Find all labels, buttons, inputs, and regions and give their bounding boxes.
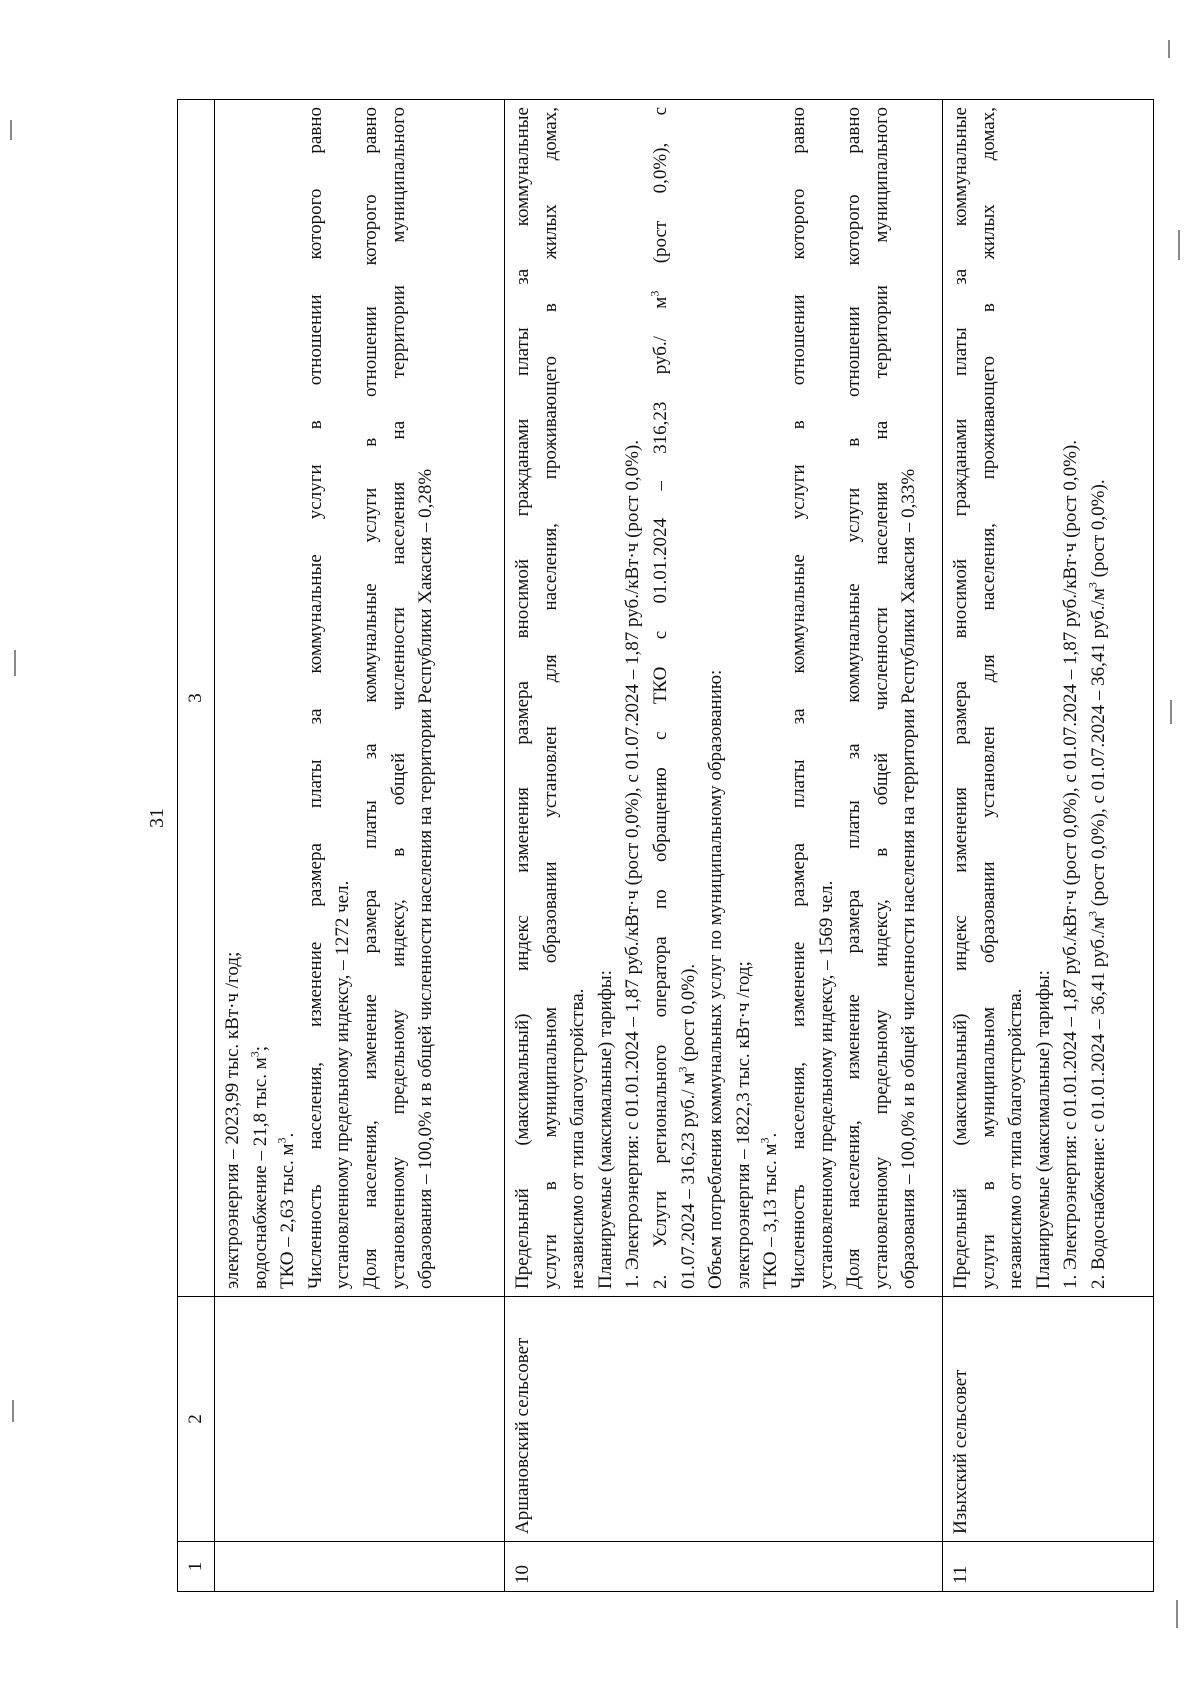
text-line: ТКО – 3,13 тыс. $м^3$. — [758, 1132, 782, 1289]
table-header-row — [178, 100, 215, 1592]
text-line: образования – 100,0% и в общей численности населения на территории Республики Хакасия – 0,28% — [415, 468, 437, 1289]
text-line: услуги в муниципальном образовании установлен для населения, проживающего в жилых домах, — [977, 107, 999, 1289]
text-line: водоснабжение – 21,8 тыс. $м^3$; — [247, 1045, 271, 1289]
text-line: Предельный (максимальный) индекс изменения размера вносимой гражданами платы за коммунальные — [950, 107, 971, 1289]
text-line: независимо от типа благоустройства. — [567, 988, 589, 1289]
text-line: Планируемые (максимальные) тарифы: — [594, 970, 616, 1289]
scan-speck — [14, 650, 16, 676]
row-number-cell: 10 — [505, 1542, 943, 1592]
scan-speck — [1170, 700, 1172, 724]
tariff-table — [177, 99, 1154, 1592]
text-line: Доля населения, изменение размера платы за коммунальные услуги в отношении которого равно — [843, 107, 865, 1289]
header-col-3: 3 — [178, 100, 215, 1297]
text-line: 2. Услуги регионального оператора по обращению с ТКО с 01.01.2024 – 316,23 руб./ $м^3$ (рост 0,0%), с — [647, 106, 671, 1289]
page-number: 31 — [146, 808, 168, 828]
rotated-table-container — [177, 99, 1154, 1592]
text-line: электроэнергия – 2023,99 тыс. кВт·ч /год; — [222, 951, 243, 1289]
scan-speck — [12, 1400, 14, 1422]
text-line: независимо от типа благоустройства. — [1005, 988, 1027, 1289]
description-cell — [943, 100, 1154, 1297]
scan-speck — [1176, 1600, 1178, 1628]
text-line: Планируемые (максимальные) тарифы: — [1032, 970, 1054, 1289]
row-number-cell: 11 — [943, 1542, 1154, 1592]
text-line: ТКО – 2,63 тыс. $м^3$. — [274, 1132, 299, 1289]
description-cell — [505, 100, 943, 1297]
text-line: установленному предельному индексу, в общей численности населения на территории муниципального — [870, 107, 892, 1289]
text-line: Объем потребления коммунальных услуг по муниципальному образованию: — [705, 669, 727, 1289]
scan-speck — [1178, 230, 1180, 260]
text-line: электроэнергия – 1822,3 тыс. кВт·ч /год; — [732, 961, 754, 1289]
text-line: Доля населения, изменение размера платы за коммунальные услуги в отношении которого равно — [359, 107, 381, 1289]
document-table-area — [177, 99, 1154, 1592]
table-row-11 — [943, 100, 1154, 1592]
text-line: установленному предельному индексу, в общей численности населения на территории муниципального — [387, 107, 409, 1289]
description-cell — [215, 100, 505, 1297]
municipality-name-cell — [215, 1297, 505, 1542]
table-row-10 — [505, 100, 943, 1592]
header-col-2: 2 — [178, 1297, 215, 1542]
text-line: Численность населения, изменение размера платы за коммунальные услуги в отношении которого равно — [304, 107, 326, 1289]
text-line: установленному предельному индексу, – 1272 чел. — [332, 880, 354, 1289]
text-line: 2. Водоснабжение: с 01.01.2024 – 36,41 $руб./м^3$ (рост 0,0%), с 01.07.2024 – 36,41 $руб./м^3$ (рост 0,0%). — [1085, 479, 1109, 1289]
row-number-cell — [215, 1542, 505, 1592]
municipality-name-cell: Изыхский сельсовет — [943, 1297, 1154, 1542]
text-line: 01.07.2024 – 316,23 руб./ $м^3$ (рост 0,0%). — [675, 963, 699, 1289]
table-row-continuation — [215, 100, 505, 1592]
text-line: установленному предельному индексу, – 1569 чел. — [815, 880, 837, 1289]
text-line: услуги в муниципальном образовании установлен для населения, проживающего в жилых домах, — [539, 107, 561, 1289]
text-line: Численность населения, изменение размера платы за коммунальные услуги в отношении которого равно — [787, 107, 809, 1289]
scan-speck — [10, 120, 12, 140]
text-line: образования – 100,0% и в общей численности населения на территории Республики Хакасия – 0,33% — [898, 468, 920, 1289]
municipality-name-cell: Аршановский сельсовет — [505, 1297, 943, 1542]
header-col-1: 1 — [178, 1542, 215, 1592]
text-line: Предельный (максимальный) индекс изменения размера вносимой гражданами платы за коммунальные — [512, 107, 533, 1289]
scan-speck — [1168, 40, 1170, 58]
text-line: 1. Электроэнергия: с 01.01.2024 – 1,87 руб./кВт·ч (рост 0,0%), с 01.07.2024 – 1,87 руб./кВт·ч (рост 0,0%). — [622, 439, 644, 1289]
text-line: 1. Электроэнергия: с 01.01.2024 – 1,87 руб./кВт·ч (рост 0,0%), с 01.07.2024 – 1,87 руб./кВт·ч (рост 0,0%). — [1060, 439, 1082, 1289]
